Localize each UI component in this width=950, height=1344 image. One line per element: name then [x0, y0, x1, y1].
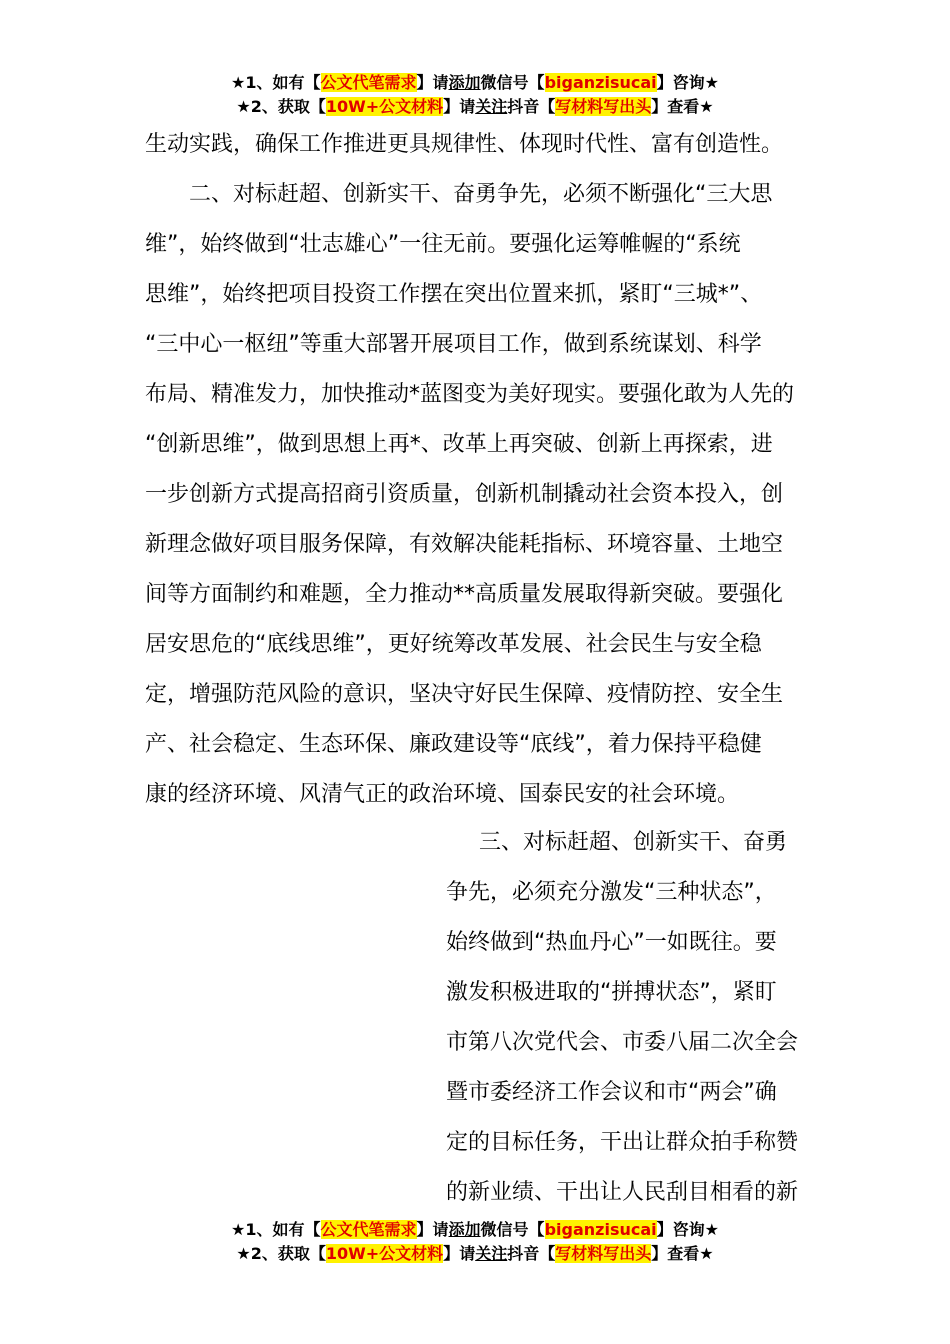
banner-highlight: 10W+公文材料: [325, 97, 444, 116]
body-line: 二、对标赶超、创新实干、奋勇争先，必须不断强化“三大思: [189, 182, 773, 207]
banner-underlined-text: 添加: [448, 73, 481, 92]
banner-text: 微信号【: [480, 73, 545, 92]
body-line: 产、社会稳定、生态环保、廉政建设等“底线”，着力保持平稳健: [145, 732, 762, 757]
body-line: 康的经济环境、风清气正的政治环境、国泰民安的社会环境。: [145, 782, 740, 807]
narrow-body-line: 争先，必须充分激发“三种状态”，: [446, 880, 777, 905]
body-line: “三中心一枢纽”等重大部署开展项目工作，做到系统谋划、科学: [145, 332, 762, 357]
body-line: 新理念做好项目服务保障，有效解决能耗指标、环境容量、土地空: [145, 532, 784, 557]
banner-highlight: 公文代笔需求: [320, 73, 417, 92]
body-line: 生动实践，确保工作推进更具规律性、体现时代性、富有创造性。: [145, 132, 784, 157]
body-line: “创新思维”，做到思想上再*、改革上再突破、创新上再探索，进: [145, 432, 773, 457]
body-line: 间等方面制约和难题，全力推动**高质量发展取得新突破。要强化: [145, 582, 784, 607]
footer-line-1: [0, 1218, 950, 1242]
banner-text: 】请: [443, 1244, 476, 1263]
banner-text: 】查看★: [651, 1244, 714, 1263]
footer-line-2: [0, 1242, 950, 1266]
narrow-body-line: 激发积极进取的“拼搏状态”，紧盯: [446, 980, 777, 1005]
banner-underlined-text: 关注: [475, 97, 508, 116]
narrow-body-line: 市第八次党代会、市委八届二次全会: [446, 1030, 799, 1055]
banner-highlight: 公文代笔需求: [320, 1220, 417, 1239]
body-line: 定，增强防范风险的意识，坚决守好民生保障、疫情防控、安全生: [145, 682, 784, 707]
banner-text: 】请: [416, 73, 449, 92]
banner-text: 】查看★: [651, 97, 714, 116]
narrow-body-line: 始终做到“热血丹心”一如既往。要: [446, 930, 777, 955]
banner-text: 】咨询★: [656, 73, 719, 92]
narrow-body-line: 暨市委经济工作会议和市“两会”确: [446, 1080, 777, 1105]
banner-underlined-text: 关注: [475, 1244, 508, 1263]
body-line: 思维”，始终把项目投资工作摆在突出位置来抓，紧盯“三城*”、: [145, 282, 763, 307]
banner-text: ★1、如有【: [231, 1220, 321, 1239]
body-line: 维”，始终做到“壮志雄心”一往无前。要强化运筹帷幄的“系统: [145, 232, 741, 257]
wechat-id-highlight: biganzisucai: [544, 1220, 657, 1239]
banner-text: ★2、获取【: [236, 1244, 326, 1263]
narrow-body-line: 三、对标赶超、创新实干、奋勇: [479, 830, 788, 855]
narrow-body-line: 的新业绩、干出让人民刮目相看的新: [446, 1180, 799, 1205]
banner-text: 】请: [416, 1220, 449, 1239]
douyin-id-highlight: 写材料写出头: [555, 1244, 652, 1263]
banner-underlined-text: 添加: [448, 1220, 481, 1239]
banner-text: ★2、获取【: [236, 97, 326, 116]
banner-highlight: 10W+公文材料: [325, 1244, 444, 1263]
banner-text: 抖音【: [507, 97, 556, 116]
banner-text: ★1、如有【: [231, 73, 321, 92]
body-line: 一步创新方式提高招商引资质量，创新机制撬动社会资本投入，创: [145, 482, 784, 507]
body-line: 布局、精准发力，加快推动*蓝图变为美好现实。要强化敢为人先的: [145, 382, 795, 407]
banner-text: 抖音【: [507, 1244, 556, 1263]
douyin-id-highlight: 写材料写出头: [555, 97, 652, 116]
header-line-1: [0, 71, 950, 95]
narrow-body-line: 定的目标任务，干出让群众拍手称赞: [446, 1130, 799, 1155]
banner-text: 】请: [443, 97, 476, 116]
banner-text: 】咨询★: [656, 1220, 719, 1239]
banner-text: 微信号【: [480, 1220, 545, 1239]
body-line: 居安思危的“底线思维”，更好统筹改革发展、社会民生与安全稳: [145, 632, 762, 657]
header-line-2: [0, 95, 950, 119]
wechat-id-highlight: biganzisucai: [544, 73, 657, 92]
